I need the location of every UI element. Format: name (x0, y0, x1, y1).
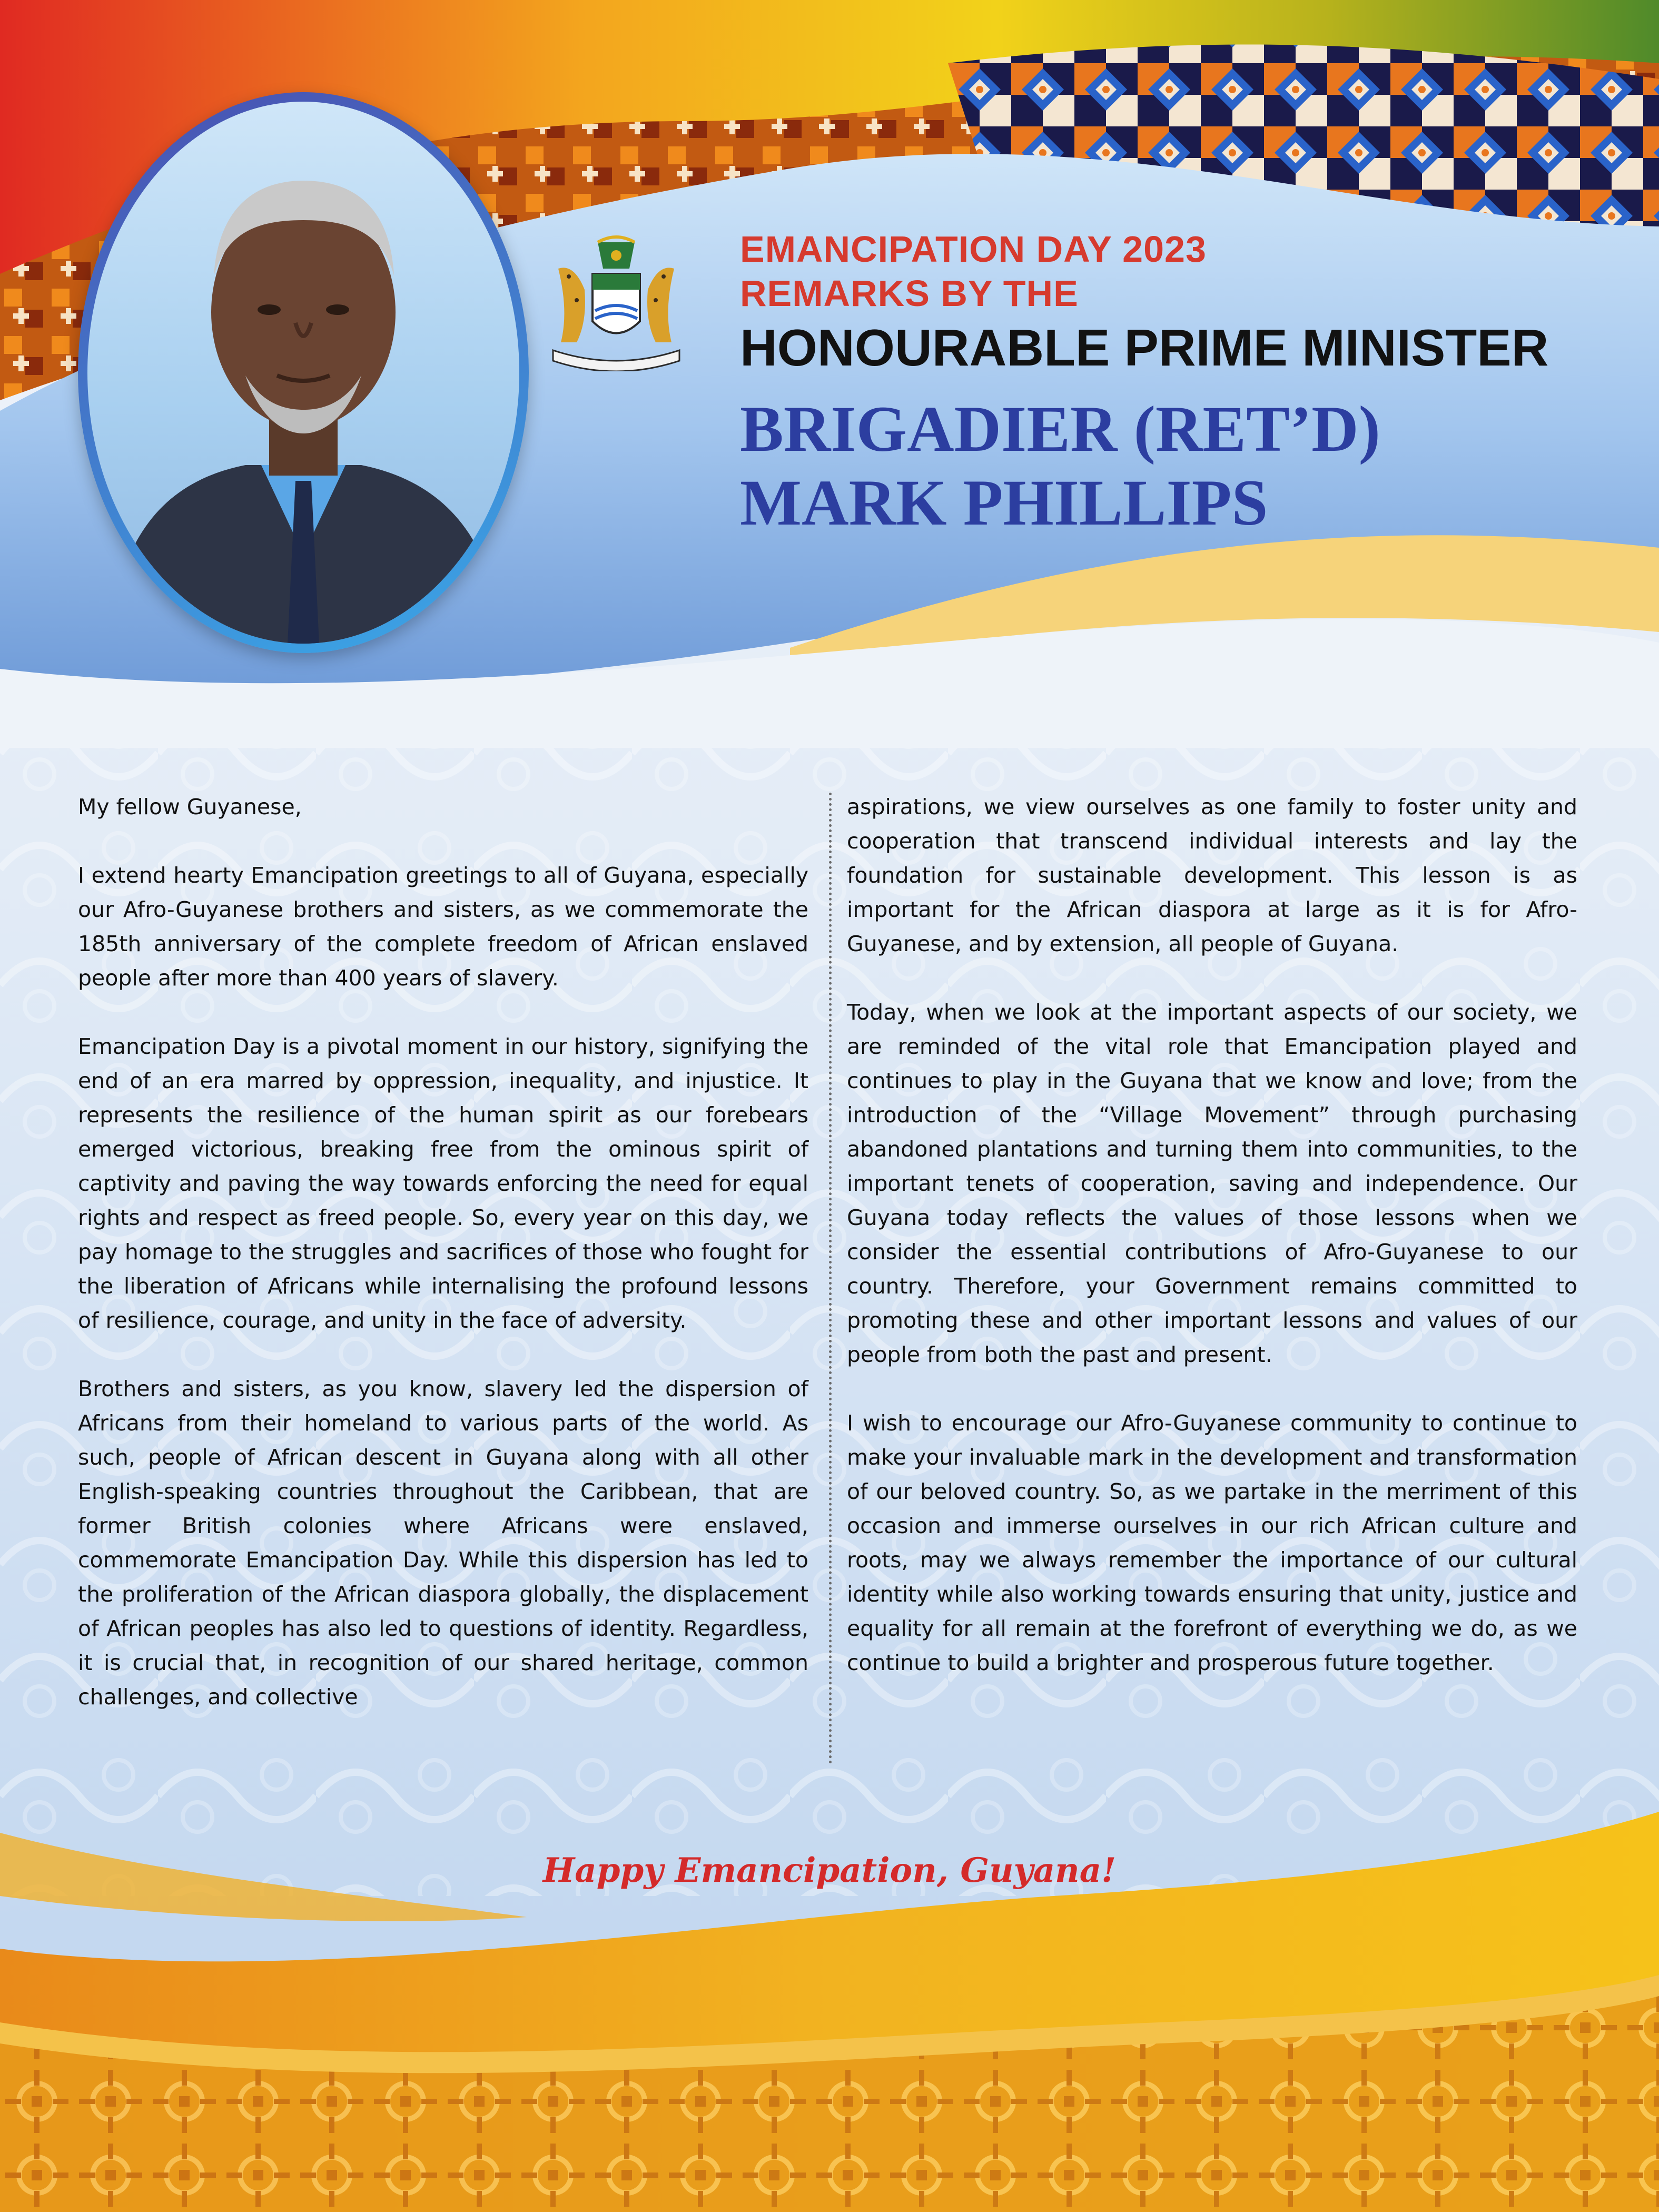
coat-of-arms-emblem (545, 232, 687, 371)
speech-paragraph: Today, when we look at the important aspects of our society, we are reminded of the vital role that Emancipation played and continues to play in the Guyana that we know and love; from the introduction of the “Village Movement” through purchasing abandoned plantations and turning them into communities, to the important tenets of cooperation, saving and independence. Our Guyana today reflects the values of those lessons when we consider the essential contributions of Afro-Guyanese to our country. Therefore, your Government remains committed to promoting these and other important lessons and values of our people from both the past and present. (847, 1000, 1577, 1367)
speaker-rank: BRIGADIER (RET’D) (740, 393, 1380, 465)
column-divider (829, 793, 832, 1764)
portrait-frame (78, 92, 529, 653)
speech-paragraph: aspirations, we view ourselves as one family to foster unity and cooperation that transcend individual interests and lay the foundation for sustainable development. This lesson is as important for the African diaspora at large as it is for Afro-Guyanese, and by extension, all people of Guyana. (847, 794, 1577, 956)
remarks-subtitle: REMARKS BY THE (740, 273, 1079, 314)
speech-paragraph: I wish to encourage our Afro-Guyanese community to continue to make your invaluable mark in the development and transformation of our beloved country. So, as we partake in the merriment of this occasion and immerse ourselves in our rich African culture and roots, may we always remember the importance of our cultural identity while also working towards ensuring that unity, justice and equality for all remain at the forefront of everything we do, as we continue to build a brighter and prosperous future together. (847, 1410, 1577, 1675)
closing-greeting: Happy Emancipation, Guyana! (542, 1851, 1117, 1890)
office-title: HONOURABLE PRIME MINISTER (740, 319, 1549, 377)
speaker-name: MARK PHILLIPS (740, 467, 1268, 539)
speech-paragraph: Brothers and sisters, as you know, slavery led the dispersion of Africans from their homeland to various parts of the world. As such, people of African descent in Guyana along with all other English-speaking countries throughout the Caribbean, that are former British colonies where Africans were enslaved, commemorate Emancipation Day. While this dispersion has led to the proliferation of the African diaspora globally, the displacement of African peoples has also led to questions of identity. Regardless, it is crucial that, in recognition of our shared heritage, common challenges, and collective (78, 1376, 808, 1710)
speech-paragraph: I extend hearty Emancipation greetings to all of Guyana, especially our Afro-Guyanese brothers and sisters, as we commemorate the 185th anniversary of the complete freedom of African enslaved people after more than 400 years of slavery. (78, 863, 808, 991)
salutation: My fellow Guyanese, (78, 794, 302, 819)
prime-minister-portrait (87, 102, 519, 644)
event-title: EMANCIPATION DAY 2023 (740, 229, 1207, 270)
speech-column-right (847, 790, 1577, 1714)
speech-paragraph: Emancipation Day is a pivotal moment in our history, signifying the end of an era marred by oppression, inequality, and injustice. It represents the resilience of the human spirit as our forebears emerged victorious, breaking free from the ominous spirit of captivity and paving the way towards enforcing the need for equal rights and respect as freed people. So, every year on this day, we pay homage to the struggles and sacrifices of those who fought for the liberation of Africans while internalising the profound lessons of resilience, courage, and unity in the face of adversity. (78, 1034, 808, 1333)
speech-column-left (78, 790, 808, 1749)
portrait-illustration (87, 102, 519, 644)
